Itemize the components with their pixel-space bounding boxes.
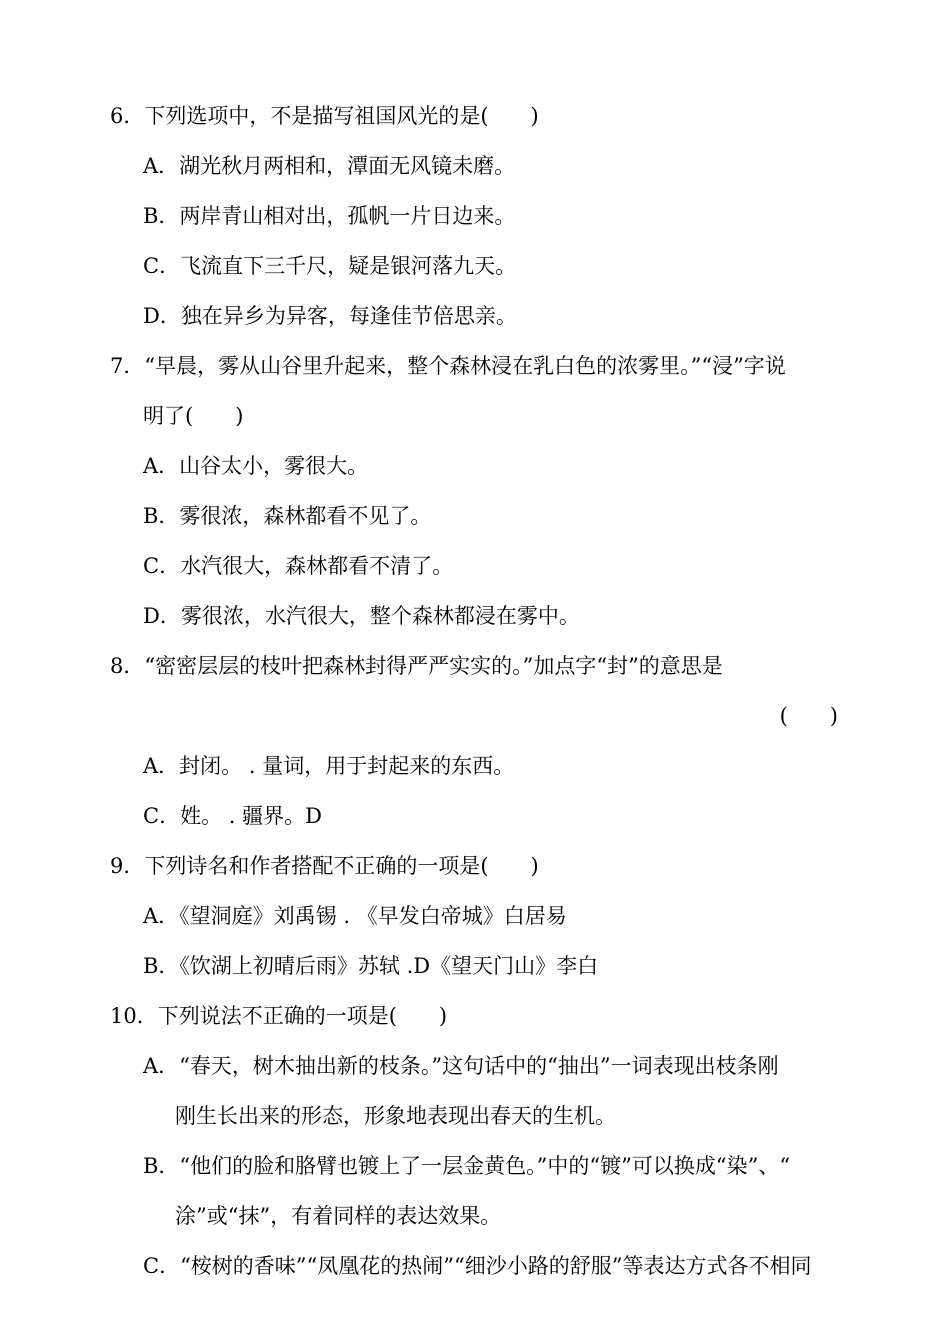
- question-8-stem: 8．“密密层层的枝叶把森林封得严严实实的。”加点字“封”的意思是: [110, 654, 723, 678]
- question-7-option-c: C．水汽很大，森林都看不清了。: [143, 554, 454, 578]
- question-10-option-b-continued: 涂”或“抹”，有着同样的表达效果。: [175, 1204, 502, 1228]
- question-7-stem: 7．“早晨，雾从山谷里升起来，整个森林浸在乳白色的浓雾里。”“浸”字说: [110, 354, 786, 378]
- question-8-option-c-d: C．姓。 . 疆界。D: [143, 804, 322, 828]
- question-6-option-b: B．两岸青山相对出，孤帆一片日边来。: [143, 204, 516, 228]
- question-10-stem: 10．下列说法不正确的一项是( ): [110, 1004, 448, 1028]
- question-8-answer-blank: ( ): [779, 704, 838, 728]
- question-6-option-c: C．飞流直下三千尺，疑是银河落九天。: [143, 254, 517, 278]
- question-7-option-b: B．雾很浓，森林都看不见了。: [143, 504, 432, 528]
- question-10-option-a-continued: 刚生长出来的形态，形象地表现出春天的生机。: [175, 1104, 616, 1128]
- question-6-stem: 6．下列选项中，不是描写祖国风光的是( ): [110, 104, 539, 128]
- question-10-option-a: A．“春天，树木抽出新的枝条。”这句话中的“抽出”一词表现出枝条刚: [143, 1054, 779, 1078]
- question-8-option-a-b: A．封闭。 . 量词，用于封起来的东西。: [143, 754, 515, 778]
- question-10-option-c: C．“桉树的香味”“凤凰花的热闹”“细沙小路的舒服”等表达方式各不相同: [143, 1254, 812, 1278]
- question-7-option-a: A．山谷太小，雾很大。: [143, 454, 369, 478]
- question-7-stem-continued: 明了( ): [143, 404, 244, 428]
- question-9-option-b-d: B．《饮湖上初晴后雨》苏轼 .D《望天门山》李白: [143, 954, 599, 978]
- question-9-option-a-c: A．《望洞庭》刘禹锡 . 《早发白帝城》白居易: [143, 904, 567, 928]
- question-7-option-d: D．雾很浓，水汽很大，整个森林都浸在雾中。: [143, 604, 580, 628]
- question-9-stem: 9．下列诗名和作者搭配不正确的一项是( ): [110, 854, 539, 878]
- question-6-option-d: D．独在异乡为异客，每逢佳节倍思亲。: [143, 304, 517, 328]
- question-10-option-b: B．“他们的脸和胳臂也镀上了一层金黄色。”中的“镀”可以换成“染”、“: [143, 1154, 791, 1178]
- question-6-option-a: A．湖光秋月两相和，潭面无风镜未磨。: [143, 154, 516, 178]
